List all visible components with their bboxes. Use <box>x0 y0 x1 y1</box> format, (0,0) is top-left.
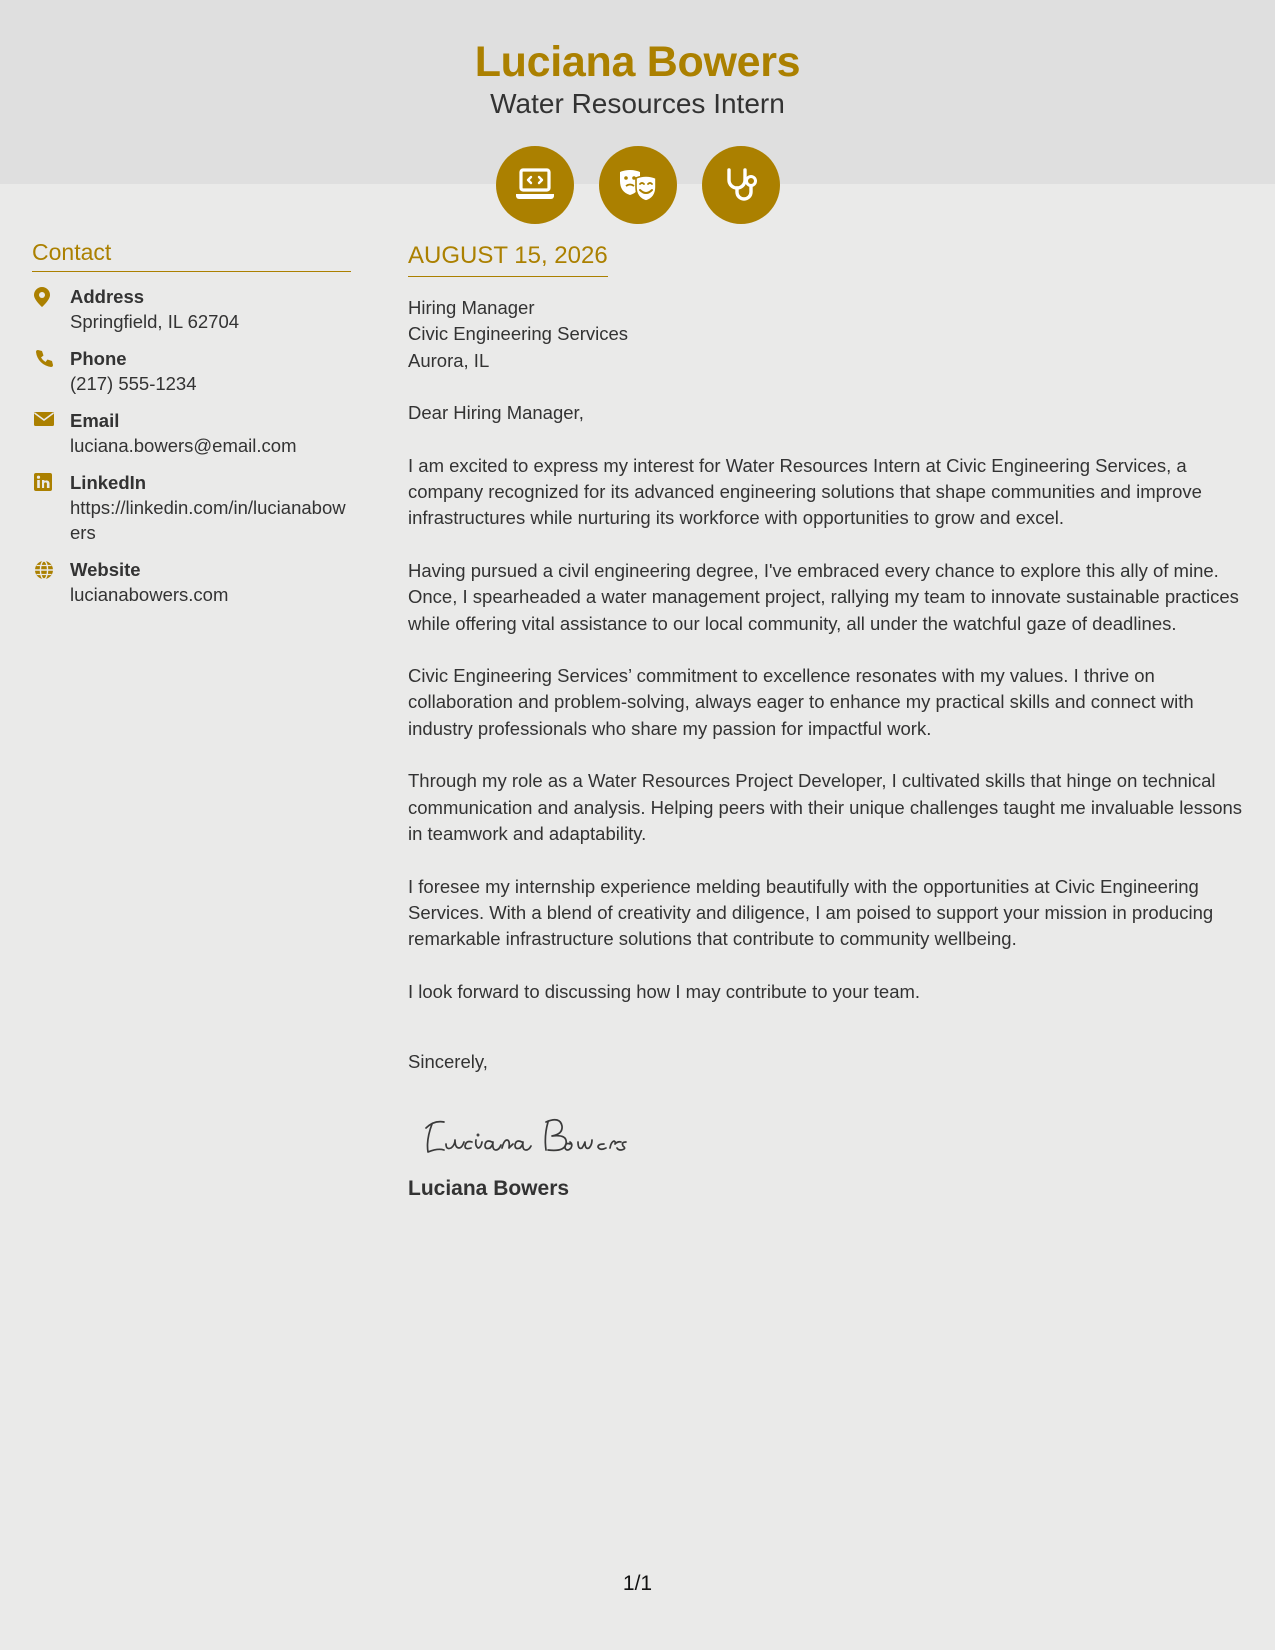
job-title: Water Resources Intern <box>490 88 785 119</box>
body-paragraph: I foresee my internship experience melding beautifully with the opportunities at Civic Engineering Services. With a blend of creativity and diligence, I am poised to support your mission in producing remarkable infrastructure solutions that contribute to community wellbeing. <box>408 875 1214 950</box>
handwritten-signature <box>418 1106 1258 1166</box>
website-value[interactable]: lucianabowers.com <box>70 584 229 605</box>
linkedin-value[interactable]: https://linkedin.com/in/lucianabowers <box>70 497 346 543</box>
page-number: 1/1 <box>622 1572 653 1595</box>
recipient-line: Hiring Manager <box>408 297 535 318</box>
contact-label: Phone <box>70 348 127 369</box>
laptop-code-icon <box>496 146 574 224</box>
contact-label: LinkedIn <box>70 472 147 493</box>
contact-label: Email <box>70 410 120 431</box>
contact-item-address <box>32 284 351 334</box>
contact-section-title: Contact <box>32 236 351 272</box>
letter-date: AUGUST 15, 2026 <box>408 242 608 269</box>
body-paragraph: Having pursued a civil engineering degree, I've embraced every chance to explore this ally of mine. Once, I spearheaded a water management project, rallying my team to innovate sustainable practices while offering vital assistance to our local community, all under the watchful gaze of deadlines. <box>408 559 1239 634</box>
body-paragraph: I look forward to discussing how I may contribute to your team. <box>408 980 921 1002</box>
closing: Sincerely, <box>408 1051 488 1073</box>
salutation: Dear Hiring Manager, <box>408 402 584 424</box>
contact-label: Website <box>70 559 141 580</box>
envelope-icon <box>34 408 56 458</box>
letter-body <box>408 240 1258 1204</box>
candidate-name: Luciana Bowers <box>474 38 801 86</box>
phone-icon <box>34 346 56 396</box>
date-block <box>408 240 608 277</box>
linkedin-icon <box>34 470 56 545</box>
address-value: Springfield, IL 62704 <box>70 311 240 332</box>
contact-item-linkedin <box>32 470 351 545</box>
recipient-line: Civic Engineering Services <box>408 323 629 345</box>
contact-item-email <box>32 408 351 458</box>
phone-value[interactable]: (217) 555-1234 <box>70 373 197 394</box>
theater-masks-icon <box>599 146 677 224</box>
contact-label: Address <box>70 286 145 307</box>
body-paragraph: Civic Engineering Services’ commitment to excellence resonates with my values. I thrive on collaboration and problem-solving, always eager to enhance my practical skills and connect with industry professionals who share my passion for impactful work. <box>408 665 1194 739</box>
recipient-block <box>408 295 1258 374</box>
body-paragraph: Through my role as a Water Resources Project Developer, I cultivated skills that hinge on technical communication and analysis. Helping peers with their unique challenges taught me invaluable lessons in teamwork and adaptability. <box>408 770 1243 845</box>
stethoscope-icon <box>702 146 780 224</box>
recipient-line: Aurora, IL <box>408 349 490 371</box>
map-pin-icon <box>34 284 56 334</box>
contact-sidebar <box>32 236 351 619</box>
globe-icon <box>34 557 56 607</box>
header-icon-row <box>496 146 780 224</box>
contact-item-website <box>32 557 351 607</box>
signer-name: Luciana Bowers <box>408 1176 570 1200</box>
body-paragraph: I am excited to express my interest for Water Resources Intern at Civic Engineering Services, a company recognized for its advanced engineering solutions that shape communities and improve infrastructures while nurturing its workforce with opportunities to grow and excel. <box>408 454 1202 529</box>
contact-item-phone <box>32 346 351 396</box>
email-value[interactable]: luciana.bowers@email.com <box>70 435 297 456</box>
